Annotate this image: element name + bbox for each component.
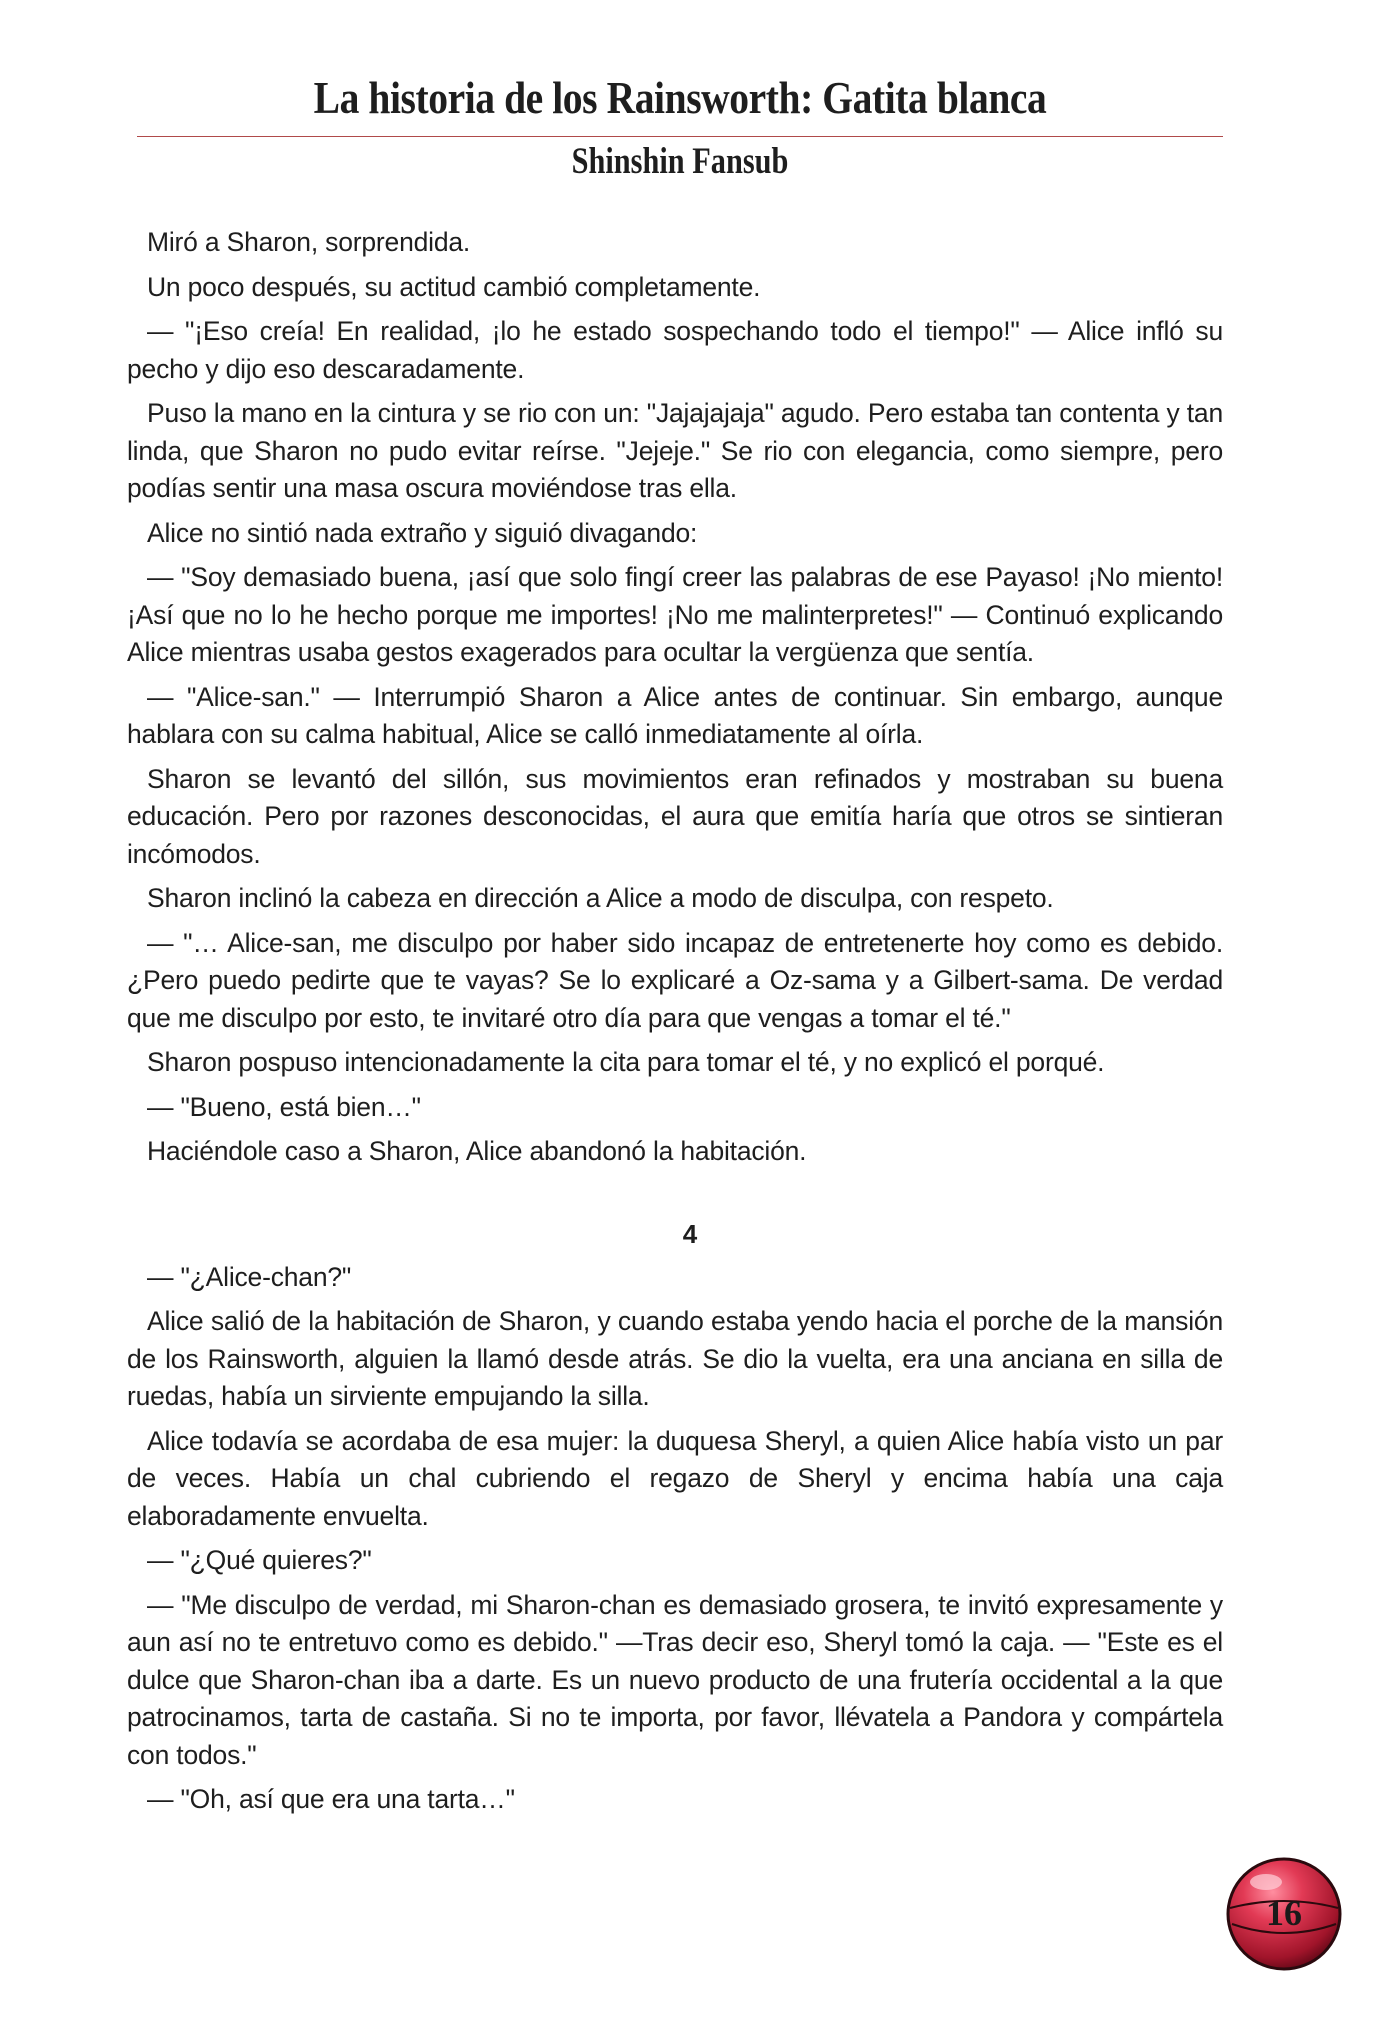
paragraph: Puso la mano en la cintura y se rio con un: "Jajajajaja" agudo. Pero estaba tan contenta y tan linda, que Sharon no pudo evitar reírse. "Jejeje." Se rio con elegancia, como siempre, pero podías sentir una masa oscura moviéndose tras ella. bbox=[127, 398, 1223, 503]
paragraph: — "Alice-san." — Interrumpió Sharon a Alice antes de continuar. Sin embargo, aunque hablara con su calma habitual, Alice se calló inmediatamente al oírla. bbox=[127, 681, 1223, 749]
page-number: 16 bbox=[1266, 1893, 1302, 1933]
page-number-badge bbox=[1224, 1856, 1344, 1972]
paragraph: Haciéndole caso a Sharon, Alice abandonó la habitación. bbox=[147, 1136, 807, 1166]
paragraph: — "… Alice-san, me disculpo por haber sido incapaz de entretenerte hoy como es debido. ¿Pero puedo pedirte que te vayas? Se lo explicaré a Oz-sama y a Gilbert-sama. De verdad que me disculpo por esto, te invitaré otro día para que vengas a tomar el té." bbox=[127, 927, 1223, 1033]
document-body bbox=[127, 224, 1223, 1826]
paragraph: — "Oh, así que era una tarta…" bbox=[147, 1784, 515, 1814]
paragraph: Alice todavía se acordaba de esa mujer: la duquesa Sheryl, a quien Alice había visto un par de veces. Había un chal cubriendo el regazo de Sheryl y encima había una caja elaboradamente envuelta. bbox=[127, 1425, 1223, 1531]
paragraph: — "¿Alice-chan?" bbox=[147, 1261, 352, 1292]
section-number: 4 bbox=[682, 1218, 698, 1249]
paragraph: Un poco después, su actitud cambió completamente. bbox=[147, 271, 761, 302]
paragraph: Sharon pospuso intencionadamente la cita para tomar el té, y no explicó el porqué. bbox=[147, 1047, 1105, 1077]
paragraph: Sharon inclinó la cabeza en dirección a Alice a modo de disculpa, con respeto. bbox=[147, 883, 1054, 913]
paragraph: Alice salió de la habitación de Sharon, y cuando estaba yendo hacia el porche de la mansión de los Rainsworth, alguien la llamó desde atrás. Se dio la vuelta, era una anciana en silla de ruedas, había un sirviente empujando la silla. bbox=[127, 1306, 1223, 1411]
page-header bbox=[137, 70, 1223, 126]
paragraph: — "¿Qué quieres?" bbox=[147, 1545, 372, 1575]
paragraph: Sharon se levantó del sillón, sus movimientos eran refinados y mostraban su buena educación. Pero por razones desconocidas, el aura que emitía haría que otros se sintieran incómodos. bbox=[127, 763, 1223, 869]
document-subtitle: Shinshin Fansub bbox=[571, 141, 789, 182]
paragraph: — "Soy demasiado buena, ¡así que solo fingí creer las palabras de ese Payaso! ¡No miento! ¡Así que no lo he hecho porque me importes! ¡No me malinterpretes!" — Continuó explicando Alice mientras usaba gestos exagerados para ocultar la vergüenza que sentía. bbox=[127, 562, 1223, 667]
paragraph: — "Bueno, está bien…" bbox=[147, 1091, 421, 1122]
paragraph: — "¡Eso creía! En realidad, ¡lo he estado sospechando todo el tiempo!" — Alice infló su pecho y dijo eso descaradamente. bbox=[127, 316, 1223, 384]
paragraph: — "Me disculpo de verdad, mi Sharon-chan es demasiado grosera, te invitó expresamente y aun así no te entretuvo como es debido." —Tras decir eso, Sheryl tomó la caja. — "Este es el dulce que Sharon-chan iba a darte. Es un nuevo producto de una frutería occidental a la que patrocinamos, tarta de castaña. Si no te importa, por favor, llévatela a Pandora y compártela con todos." bbox=[127, 1589, 1223, 1770]
document-title: La historia de los Rainsworth: Gatita blanca bbox=[313, 72, 1047, 123]
paragraph: Alice no sintió nada extraño y siguió divagando: bbox=[147, 517, 698, 548]
paragraph: Miró a Sharon, sorprendida. bbox=[147, 227, 471, 257]
